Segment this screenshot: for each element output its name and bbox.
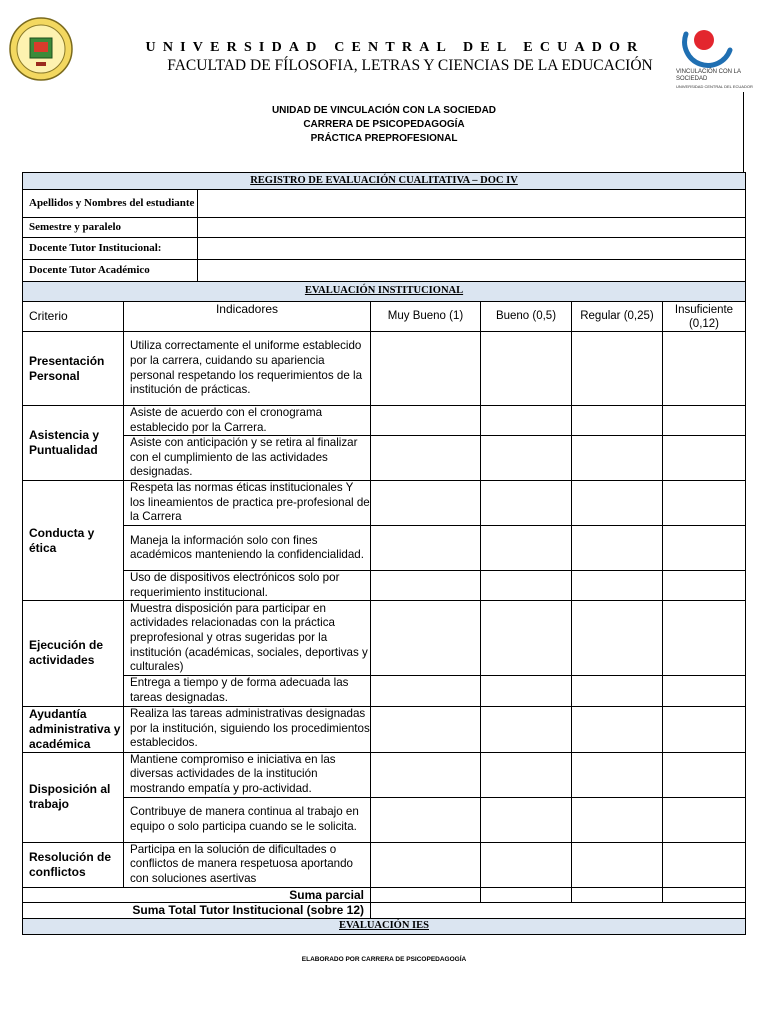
- criterion-name: Ejecución de actividades: [23, 601, 124, 706]
- academic-tutor-field[interactable]: [198, 260, 746, 282]
- margin-line: [743, 92, 744, 172]
- table-row: [23, 676, 746, 706]
- suma-parcial-label: Suma parcial: [23, 887, 371, 903]
- section-institutional: EVALUACIÓN INSTITUCIONAL: [23, 282, 746, 302]
- faculty-name: FACULTAD DE FÍLOSOFIA, LETRAS Y CIENCIAS DE LA EDUCACIÓN: [167, 57, 653, 74]
- rating-cell[interactable]: [481, 406, 572, 436]
- rating-cell[interactable]: [481, 601, 572, 676]
- rating-cell[interactable]: [481, 332, 572, 406]
- rating-cell[interactable]: [663, 406, 746, 436]
- rating-cell[interactable]: [481, 797, 572, 842]
- criterion-name: Resolución de conflictos: [23, 842, 124, 887]
- rating-cell[interactable]: [572, 842, 663, 887]
- table-row: [23, 706, 746, 752]
- field-label: Docente Tutor Académico: [23, 260, 198, 282]
- institutional-tutor-field[interactable]: [198, 238, 746, 260]
- table-row: [23, 797, 746, 842]
- column-header-row: [23, 302, 746, 332]
- field-row: [23, 238, 746, 260]
- rating-cell[interactable]: [572, 436, 663, 481]
- bueno-header: Bueno (0,5): [481, 302, 572, 332]
- rating-cell[interactable]: [371, 706, 481, 752]
- student-name-field[interactable]: [198, 190, 746, 218]
- indicator-text: Asiste de acuerdo con el cronograma establecido por la Carrera.: [124, 406, 371, 436]
- rating-cell[interactable]: [572, 601, 663, 676]
- rating-cell[interactable]: [371, 797, 481, 842]
- total-cell[interactable]: [663, 887, 746, 903]
- rating-cell[interactable]: [481, 706, 572, 752]
- rating-cell[interactable]: [481, 752, 572, 797]
- muy-bueno-header: Muy Bueno (1): [371, 302, 481, 332]
- total-cell[interactable]: [572, 887, 663, 903]
- table-row: [23, 601, 746, 676]
- table-row: [23, 481, 746, 526]
- rating-cell[interactable]: [663, 601, 746, 676]
- university-name: UNIVERSIDAD CENTRAL DEL ECUADOR: [145, 40, 645, 55]
- unit-title: UNIDAD DE VINCULACIÓN CON LA SOCIEDAD: [271, 105, 497, 116]
- rating-cell[interactable]: [572, 406, 663, 436]
- section-ies: EVALUACIÓN IES: [23, 918, 746, 934]
- field-label: Semestre y paralelo: [23, 218, 198, 238]
- rating-cell[interactable]: [371, 481, 481, 526]
- vinculacion-logo-text: VINCULACIÓN CON LA SOCIEDAD UNIVERSIDAD CENTRAL DEL ECUADOR: [676, 69, 753, 89]
- rating-cell[interactable]: [663, 842, 746, 887]
- total-value-cell[interactable]: [371, 903, 746, 919]
- semester-field[interactable]: [198, 218, 746, 238]
- insuficiente-header: Insuficiente (0,12): [663, 302, 746, 332]
- evaluation-form-table: [22, 172, 746, 935]
- indicator-text: Asiste con anticipación y se retira al finalizar con el cumplimiento de las actividades designadas.: [124, 436, 371, 481]
- table-row: [23, 332, 746, 406]
- criterion-name: Conducta y ética: [23, 481, 124, 601]
- rating-cell[interactable]: [371, 752, 481, 797]
- rating-cell[interactable]: [572, 332, 663, 406]
- indicator-text: Realiza las tareas administrativas designadas por la institución, siguiendo los procedimientos establecidos.: [124, 706, 371, 752]
- criterion-name: Disposición al trabajo: [23, 752, 124, 842]
- rating-cell[interactable]: [371, 842, 481, 887]
- indicator-text: Mantiene compromiso e iniciativa en las diversas actividades de la institución mostrando empatía y pro-actividad.: [124, 752, 371, 797]
- rating-cell[interactable]: [572, 797, 663, 842]
- indicator-text: Utiliza correctamente el uniforme establecido por la carrera, cuidando su apariencia personal respetando los requerimientos de la institución de prácticas.: [124, 332, 371, 406]
- field-row: [23, 190, 746, 218]
- section-row: [23, 282, 746, 302]
- criterion-name: Asistencia y Puntualidad: [23, 406, 124, 481]
- rating-cell[interactable]: [371, 526, 481, 571]
- indicator-text: Muestra disposición para participar en actividades relacionadas con la práctica preprofesional y otras sugeridas por la institución (académicas, sociales, deportivas y culturales): [124, 601, 371, 676]
- field-label: Docente Tutor Institucional:: [23, 238, 198, 260]
- rating-cell[interactable]: [663, 752, 746, 797]
- table-row: [23, 436, 746, 481]
- rating-cell[interactable]: [572, 571, 663, 601]
- table-row: [23, 406, 746, 436]
- field-row: [23, 260, 746, 282]
- total-cell[interactable]: [371, 887, 481, 903]
- rating-cell[interactable]: [481, 481, 572, 526]
- table-row: [23, 752, 746, 797]
- field-row: [23, 218, 746, 238]
- indicator-text: Respeta las normas éticas institucionales Y los lineamientos de practica pre-profesional de la Carrera: [124, 481, 371, 526]
- rating-cell[interactable]: [572, 706, 663, 752]
- field-label: Apellidos y Nombres del estudiante: [23, 190, 198, 218]
- rating-cell[interactable]: [572, 526, 663, 571]
- table-row: [23, 571, 746, 601]
- suma-total-label: Suma Total Tutor Institucional (sobre 12): [23, 903, 371, 919]
- form-title: REGISTRO DE EVALUACIÓN CUALITATIVA – DOC IV: [23, 173, 746, 190]
- rating-cell[interactable]: [371, 332, 481, 406]
- indicator-text: Uso de dispositivos electrónicos solo por requerimiento institucional.: [124, 571, 371, 601]
- rating-cell[interactable]: [572, 752, 663, 797]
- rating-cell[interactable]: [663, 797, 746, 842]
- total-cell[interactable]: [481, 887, 572, 903]
- rating-cell[interactable]: [371, 406, 481, 436]
- table-row: [23, 526, 746, 571]
- rating-cell[interactable]: [663, 706, 746, 752]
- rating-cell[interactable]: [572, 676, 663, 706]
- rating-cell[interactable]: [663, 526, 746, 571]
- criterio-header: Criterio: [23, 302, 124, 332]
- table-row: [23, 842, 746, 887]
- indicator-text: Maneja la información solo con fines académicos manteniendo la confidencialidad.: [124, 526, 371, 571]
- rating-cell[interactable]: [572, 481, 663, 526]
- rating-cell[interactable]: [481, 676, 572, 706]
- rating-cell[interactable]: [663, 571, 746, 601]
- practice-title: PRÁCTICA PREPROFESIONAL: [310, 133, 458, 144]
- suma-total-row: [23, 903, 746, 919]
- section-row: [23, 918, 746, 934]
- rating-cell[interactable]: [663, 436, 746, 481]
- rating-cell[interactable]: [481, 842, 572, 887]
- rating-cell[interactable]: [663, 481, 746, 526]
- form-title-row: [23, 173, 746, 190]
- rating-cell[interactable]: [481, 571, 572, 601]
- footer-text: ELABORADO POR CARRERA DE PSICOPEDAGOGÍA: [301, 956, 467, 963]
- rating-cell[interactable]: [371, 571, 481, 601]
- rating-cell[interactable]: [481, 526, 572, 571]
- indicator-text: Contribuye de manera continua al trabajo en equipo o solo participa cuando se le solicita.: [124, 797, 371, 842]
- criterion-name: Presentación Personal: [23, 332, 124, 406]
- rating-cell[interactable]: [663, 332, 746, 406]
- rating-cell[interactable]: [371, 601, 481, 676]
- rating-cell[interactable]: [371, 676, 481, 706]
- rating-cell[interactable]: [481, 436, 572, 481]
- suma-parcial-row: [23, 887, 746, 903]
- rating-cell[interactable]: [663, 676, 746, 706]
- indicator-text: Participa en la solución de dificultades o conflictos de manera respetuosa aportando con soluciones asertivas: [124, 842, 371, 887]
- indicadores-header: Indicadores: [124, 302, 371, 332]
- rating-cell[interactable]: [371, 436, 481, 481]
- criterion-name: Ayudantía administrativa y académica: [23, 706, 124, 752]
- career-title: CARRERA DE PSICOPEDAGOGÍA: [303, 119, 465, 130]
- regular-header: Regular (0,25): [572, 302, 663, 332]
- indicator-text: Entrega a tiempo y de forma adecuada las tareas designadas.: [124, 676, 371, 706]
